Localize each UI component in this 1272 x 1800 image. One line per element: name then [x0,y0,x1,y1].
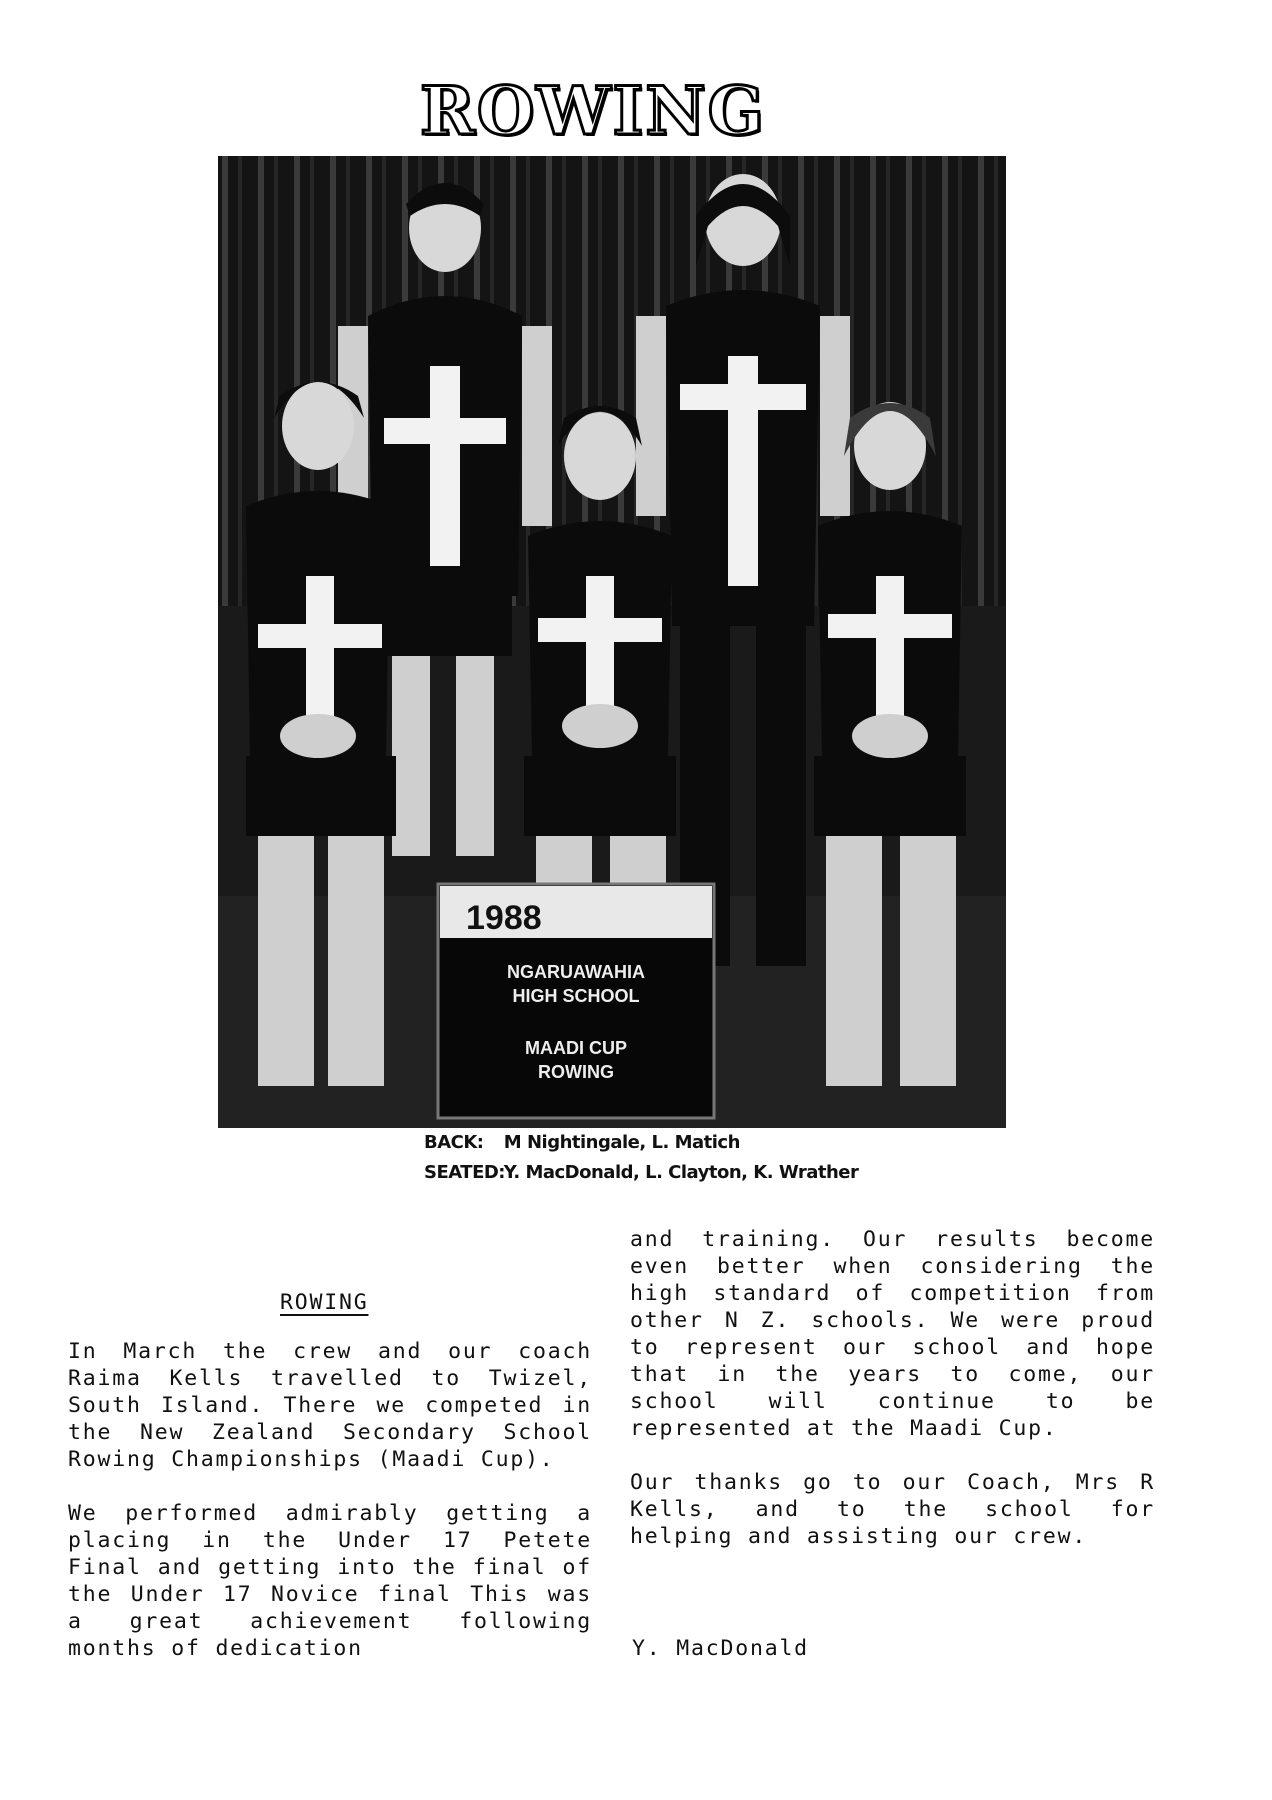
board-line-4: ROWING [538,1062,614,1082]
article-paragraph: In March the crew and our coach Raima Kells travelled to Twizel, South Island. There we competed in the New Zealand Secondary School Rowing Championships (Maadi Cup). [68,1339,592,1472]
board-year: 1988 [466,899,542,937]
article-left-column [68,1338,592,1689]
caption-back-names: M Nightingale, L. Matich [503,1132,740,1153]
caption-seated-row [424,1158,858,1188]
board-line-1: NGARUAWAHIA [507,962,645,982]
board-line-3: MAADI CUP [525,1038,627,1058]
team-photo-illustration [218,156,1006,1128]
team-photo [218,156,1006,1128]
article-paragraph: and training. Our results become even better when considering the high standard of competition from other N Z. schools. We were proud to represent our school and hope that in the years to come, our school will continue to be represented at the Maadi Cup. [630,1227,1155,1441]
article-paragraph: We performed admirably getting a placing in the Under 17 Petete Final and getting into the final of the Under 17 Novice final This was a great achievement following months of dedication [68,1501,592,1661]
article-paragraph: Our thanks go to our Coach, Mrs R Kells, and to the school for helping and assisting our crew. [630,1470,1155,1549]
board-line-2: HIGH SCHOOL [512,986,640,1006]
article-signature: Y. MacDonald [632,1636,809,1661]
caption-back-row [424,1128,858,1158]
rowing-heading-art: ROWING [420,72,767,150]
school-board [438,884,714,1118]
article-right-column [630,1226,1155,1577]
caption-back-label: BACK: [424,1132,484,1153]
photo-caption [424,1128,858,1188]
article-title: ROWING [280,1290,369,1315]
caption-seated-label: SEATED: [424,1162,506,1183]
caption-seated-names: Y. MacDonald, L. Clayton, K. Wrather [503,1162,859,1183]
